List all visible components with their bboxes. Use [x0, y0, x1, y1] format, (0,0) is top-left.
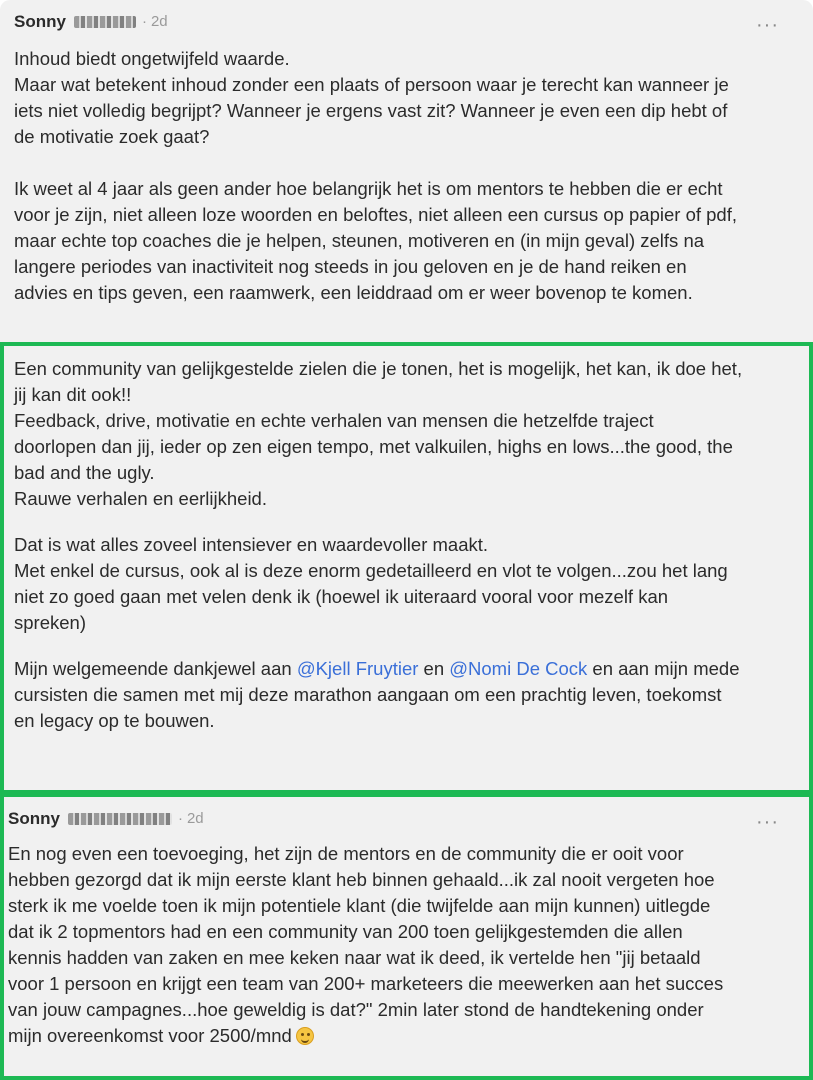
more-options-icon[interactable]: ··· — [756, 14, 779, 36]
paragraph — [14, 532, 809, 636]
highlight-box — [0, 342, 813, 794]
mention-link-kjell[interactable]: @Kjell Fruytier — [296, 658, 419, 679]
paragraph — [14, 656, 809, 734]
text-line: en legacy op te bouwen. — [14, 710, 215, 731]
text-line: Een community van gelijkgestelde zielen die je tonen, het is mogelijk, het kan, ik doe het, — [14, 358, 743, 379]
paragraph — [8, 841, 808, 1049]
text-line: Ik weet al 4 jaar als geen ander hoe belangrijk het is om mentors te hebben die er echt — [14, 178, 723, 199]
text-line: Feedback, drive, motivatie en echte verhalen van mensen die hetzelfde traject — [14, 410, 654, 431]
timestamp[interactable]: 2d — [186, 810, 204, 827]
reply-body — [8, 841, 808, 1049]
comment-body-continued — [14, 356, 809, 734]
text-line: En nog even een toevoeging, het zijn de mentors en de community die er ooit voor — [8, 843, 684, 864]
text-line: voor je zijn, niet alleen loze woorden en beloftes, niet alleen een cursus op papier of pdf, — [14, 204, 737, 225]
text-line: iets niet volledig begrijpt? Wanneer je ergens vast zit? Wanneer je even een dip hebt of — [14, 100, 728, 121]
text-line: advies en tips geven, een raamwerk, een leiddraad om er weer bovenop te komen. — [14, 282, 693, 303]
paragraph — [14, 176, 804, 306]
text-segment: Mijn welgemeende dankjewel aan — [14, 658, 297, 679]
text-line: mijn overeenkomst voor 2500/mnd — [8, 1025, 292, 1046]
text-line: Inhoud biedt ongetwijfeld waarde. — [14, 48, 290, 69]
text-line: maar echte top coaches die je helpen, steunen, motiveren en (in mijn geval) zelfs na — [14, 230, 705, 251]
text-line: jij kan dit ook!! — [14, 384, 132, 405]
text-line: Maar wat betekent inhoud zonder een plaats of persoon waar je terecht kan wanneer je — [14, 74, 729, 95]
text-line: voor 1 persoon en krijgt een team van 200+ marketeers die meewerken aan het succes — [8, 973, 724, 994]
text-line: sterk ik me voelde toen ik mijn potentiele klant (die twijfelde aan mijn kunnen) uitlegde — [8, 895, 711, 916]
text-segment: en — [418, 658, 450, 679]
redacted-surname — [68, 813, 172, 825]
mention-link-nomi[interactable]: @Nomi De Cock — [449, 658, 588, 679]
text-line: kennis hadden van zaken en mee keken naar wat ik deed, ik vertelde hen "jij betaald — [8, 947, 701, 968]
text-line: Dat is wat alles zoveel intensiever en waardevoller maakt. — [14, 534, 489, 555]
text-segment: en aan mijn mede — [587, 658, 740, 679]
smiling-face-emoji-icon — [296, 1027, 314, 1045]
redacted-surname — [74, 16, 136, 28]
text-line: Met enkel de cursus, ook al is deze enorm gedetailleerd en vlot te volgen...zou het lang — [14, 560, 728, 581]
reply-highlight-box — [0, 794, 813, 1080]
separator-dot: · — [177, 810, 183, 827]
comment-header — [14, 12, 168, 32]
author-name[interactable]: Sonny — [8, 809, 60, 828]
text-line: de motivatie zoek gaat? — [14, 126, 210, 147]
text-line: langere periodes van inactiviteit nog steeds in jou geloven en je de hand reiken en — [14, 256, 687, 277]
paragraph — [14, 46, 804, 150]
comment-card — [0, 0, 813, 342]
comment-header — [8, 809, 204, 829]
timestamp[interactable]: 2d — [150, 13, 168, 30]
text-line: cursisten die samen met mij deze marathon aangaan om een prachtig leven, toekomst — [14, 684, 722, 705]
text-line: van jouw campagnes...hoe geweldig is dat?" 2min later stond de handtekening onder — [8, 999, 704, 1020]
text-line: dat ik 2 topmentors had en een community van 200 toen gelijkgestemden die allen — [8, 921, 683, 942]
text-line: hebben gezorgd dat ik mijn eerste klant heb binnen gehaald...ik zal nooit vergeten hoe — [8, 869, 715, 890]
text-line: doorlopen dan jij, ieder op zen eigen tempo, met valkuilen, highs en lows...the good, the — [14, 436, 733, 457]
paragraph — [14, 356, 809, 512]
text-line: spreken) — [14, 612, 86, 633]
text-line: niet zo goed gaan met velen denk ik (hoewel ik uiteraard vooral voor mezelf kan — [14, 586, 669, 607]
text-line: bad and the ugly. — [14, 462, 155, 483]
separator-dot: · — [141, 13, 147, 30]
more-options-icon[interactable]: ··· — [756, 811, 779, 833]
text-line: Rauwe verhalen en eerlijkheid. — [14, 488, 267, 509]
comment-body — [14, 46, 804, 306]
author-name[interactable]: Sonny — [14, 12, 66, 31]
